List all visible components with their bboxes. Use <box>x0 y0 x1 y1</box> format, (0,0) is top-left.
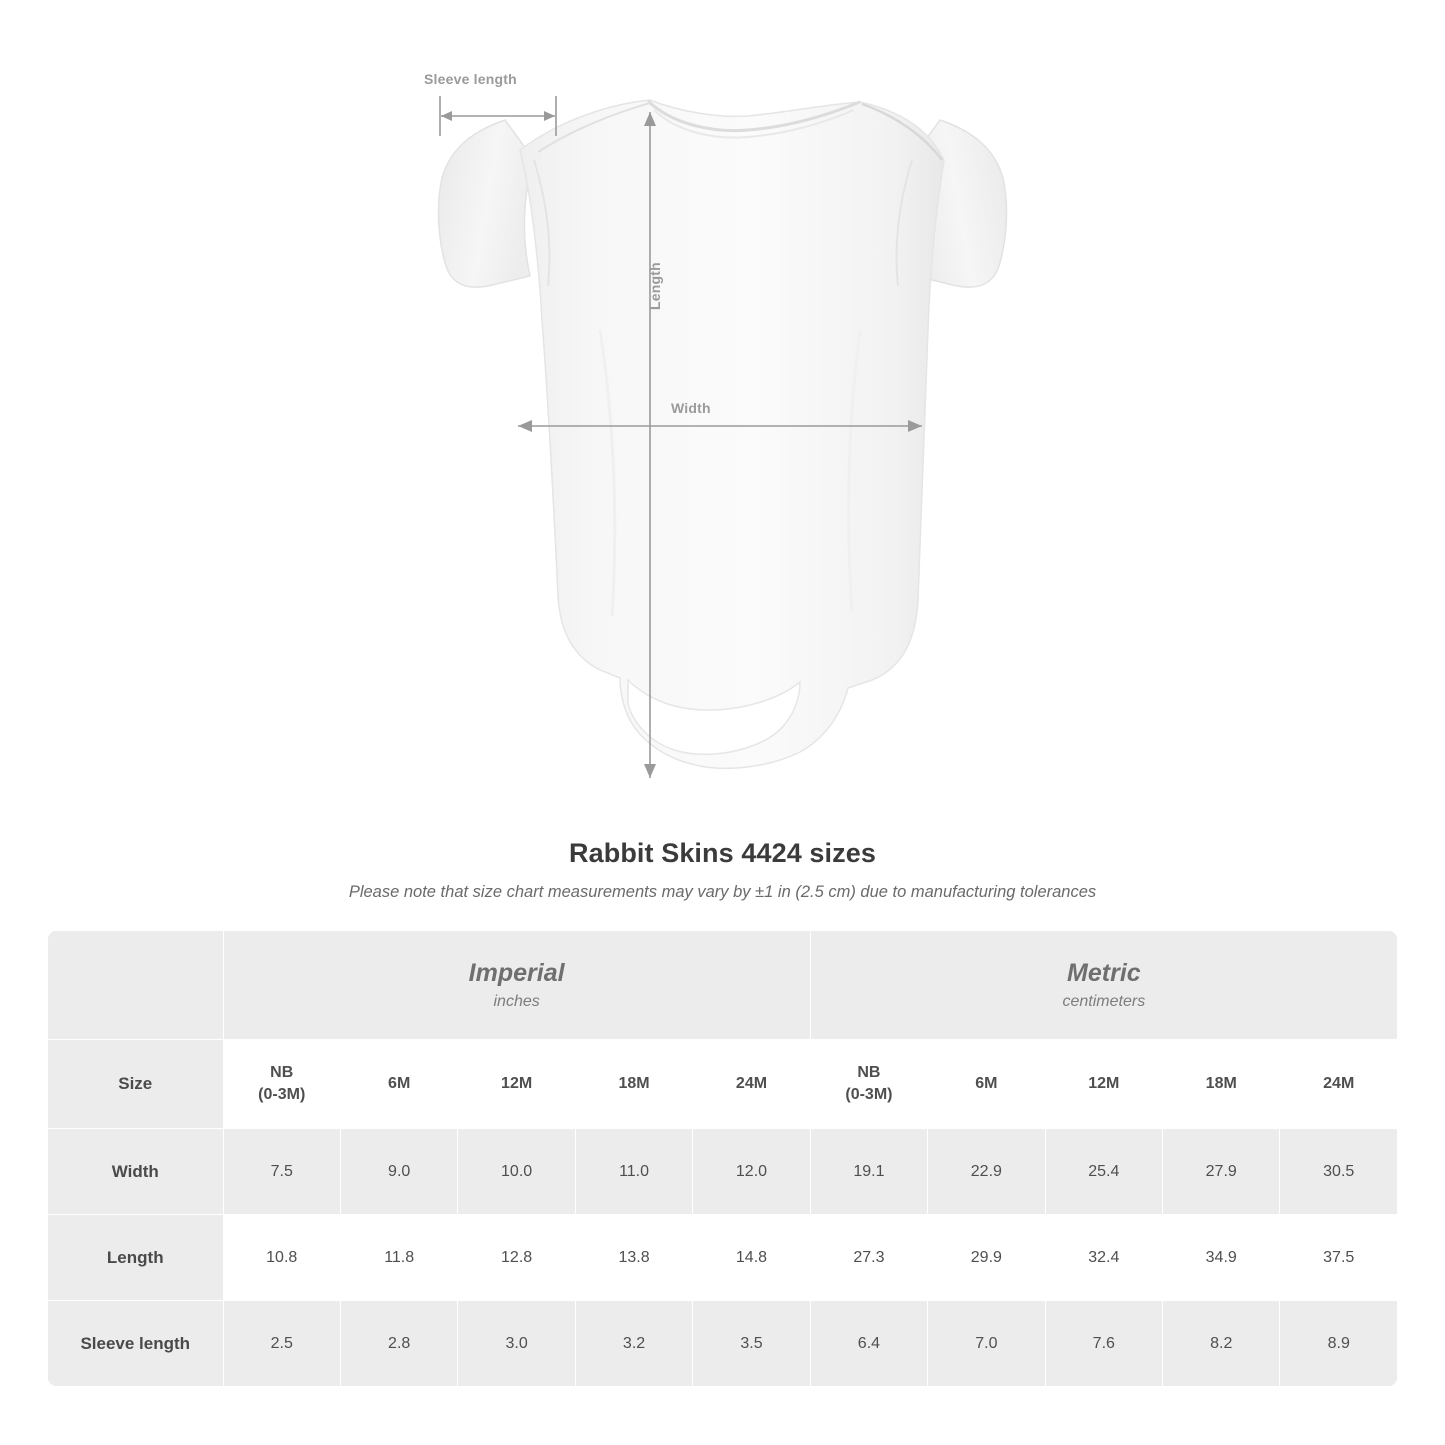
column-header-imperial-24m <box>693 1040 810 1129</box>
cell-length-imperial-6m: 11.8 <box>340 1215 457 1301</box>
column-header-line2: (0-3M) <box>258 1086 306 1103</box>
table-row <box>48 1301 1398 1387</box>
width-dimension-label: Width <box>671 400 711 416</box>
cell-sleeve-metric-6m: 7.0 <box>928 1301 1045 1387</box>
column-header-metric-6m <box>928 1040 1045 1129</box>
cell-sleeve-imperial-18m: 3.2 <box>575 1301 692 1387</box>
tolerance-note: Please note that size chart measurements may vary by ±1 in (2.5 cm) due to manufacturing tolerances <box>348 883 1097 901</box>
column-header-metric-nb <box>810 1040 927 1129</box>
table-row <box>48 1215 1398 1301</box>
column-header-line1: 18M <box>1205 1075 1237 1093</box>
unit-header-corner <box>48 931 224 1040</box>
column-header-line1: 24M <box>735 1075 768 1093</box>
cell-sleeve-imperial-nb: 2.5 <box>223 1301 340 1387</box>
column-header-metric-18m <box>1163 1040 1280 1129</box>
cell-width-metric-6m: 22.9 <box>928 1129 1045 1215</box>
cell-width-metric-nb: 19.1 <box>810 1129 927 1215</box>
cell-length-metric-18m: 34.9 <box>1163 1215 1280 1301</box>
sleeve-length-dimension-label: Sleeve length <box>424 71 517 87</box>
row-label-length: Length <box>48 1215 224 1301</box>
cell-length-imperial-24m: 14.8 <box>693 1215 810 1301</box>
cell-length-metric-nb: 27.3 <box>810 1215 927 1301</box>
cell-length-metric-12m: 32.4 <box>1045 1215 1162 1301</box>
column-header-line1: NB <box>270 1064 294 1082</box>
cell-width-imperial-12m: 10.0 <box>458 1129 575 1215</box>
unit-header-row <box>48 931 1398 1040</box>
column-header-line1: 24M <box>1323 1075 1355 1093</box>
page-title: Rabbit Skins 4424 sizes <box>569 838 876 868</box>
row-label-sleeve-length: Sleeve length <box>48 1301 224 1387</box>
cell-width-metric-24m: 30.5 <box>1280 1129 1398 1215</box>
unit-group-metric-name: Metric <box>1067 958 1141 987</box>
cell-width-imperial-6m: 9.0 <box>340 1129 457 1215</box>
cell-length-metric-6m: 29.9 <box>928 1215 1045 1301</box>
unit-group-metric-unit: centimeters <box>1062 993 1146 1011</box>
size-table <box>47 930 1398 1387</box>
column-header-line1: 6M <box>975 1075 998 1093</box>
column-header-line1: NB <box>857 1064 881 1082</box>
cell-width-imperial-24m: 12.0 <box>693 1129 810 1215</box>
column-header-line1: 6M <box>388 1075 411 1093</box>
table-row <box>48 1129 1398 1215</box>
column-header-imperial-nb <box>223 1040 340 1129</box>
cell-length-metric-24m: 37.5 <box>1280 1215 1398 1301</box>
cell-sleeve-imperial-6m: 2.8 <box>340 1301 457 1387</box>
column-header-metric-12m <box>1045 1040 1162 1129</box>
cell-width-imperial-18m: 11.0 <box>575 1129 692 1215</box>
cell-length-imperial-18m: 13.8 <box>575 1215 692 1301</box>
cell-length-imperial-12m: 12.8 <box>458 1215 575 1301</box>
column-header-imperial-18m <box>575 1040 692 1129</box>
column-header-row <box>48 1040 1398 1129</box>
column-header-line1: 12M <box>501 1075 533 1093</box>
column-header-line1: 12M <box>1088 1075 1120 1093</box>
unit-group-metric <box>810 931 1397 1040</box>
column-header-metric-24m <box>1280 1040 1398 1129</box>
cell-sleeve-metric-nb: 6.4 <box>810 1301 927 1387</box>
length-dimension-label: Length <box>647 262 663 310</box>
unit-group-imperial-name: Imperial <box>468 958 565 987</box>
column-header-line1: 18M <box>618 1075 650 1093</box>
row-label-width: Width <box>48 1129 224 1215</box>
cell-sleeve-metric-18m: 8.2 <box>1163 1301 1280 1387</box>
cell-sleeve-metric-24m: 8.9 <box>1280 1301 1398 1387</box>
cell-sleeve-imperial-24m: 3.5 <box>693 1301 810 1387</box>
title-block <box>0 838 1445 902</box>
size-table-wrap <box>47 930 1398 1387</box>
cell-sleeve-imperial-12m: 3.0 <box>458 1301 575 1387</box>
size-header-cell: Size <box>48 1040 224 1129</box>
unit-group-imperial <box>223 931 810 1040</box>
column-header-line2: (0-3M) <box>845 1086 893 1103</box>
cell-sleeve-metric-12m: 7.6 <box>1045 1301 1162 1387</box>
cell-width-metric-18m: 27.9 <box>1163 1129 1280 1215</box>
cell-width-metric-12m: 25.4 <box>1045 1129 1162 1215</box>
unit-group-imperial-unit: inches <box>493 993 540 1011</box>
cell-length-imperial-nb: 10.8 <box>223 1215 340 1301</box>
cell-width-imperial-nb: 7.5 <box>223 1129 340 1215</box>
column-header-imperial-12m <box>458 1040 575 1129</box>
column-header-imperial-6m <box>340 1040 457 1129</box>
